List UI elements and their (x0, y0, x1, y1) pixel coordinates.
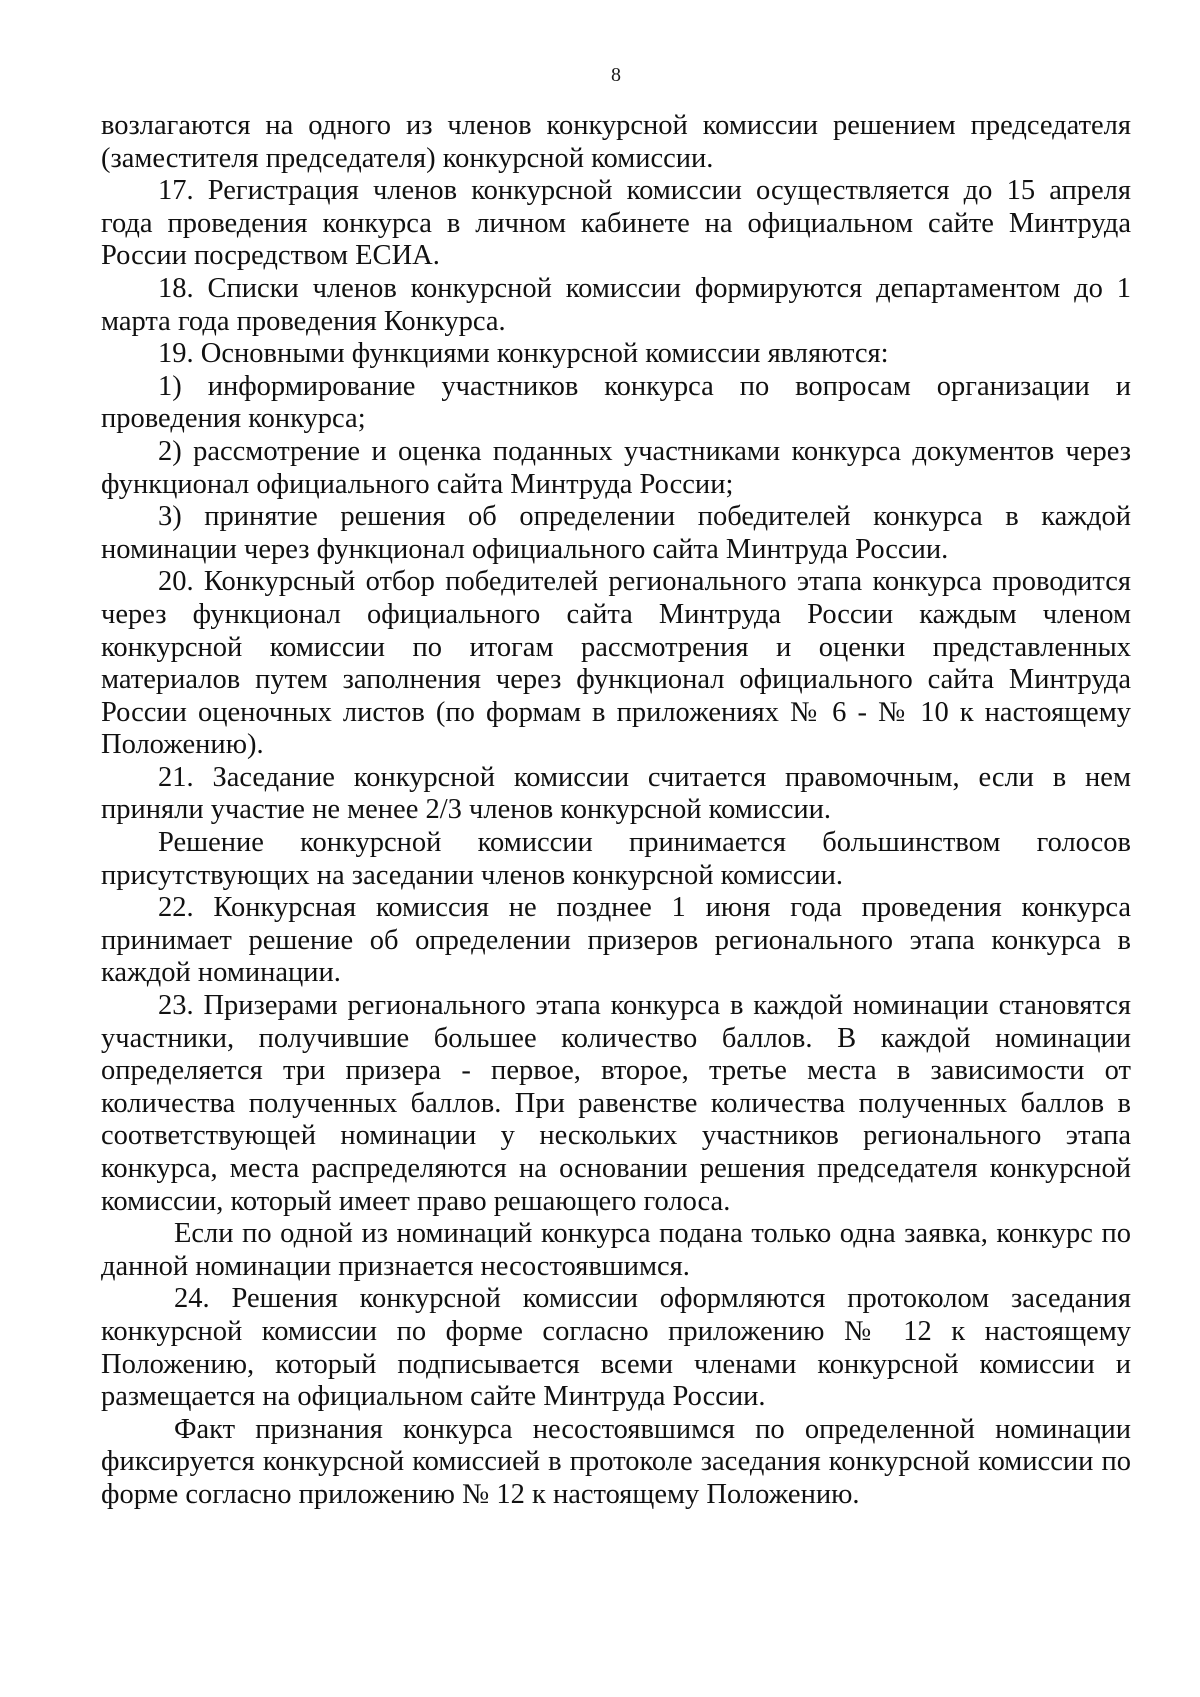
paragraph-21: 21. Заседание конкурсной комиссии считается правомочным, если в нем приняли участие не менее 2/3 членов конкурсной комиссии. (101, 761, 1131, 826)
paragraph-23-single-application: Если по одной из номинаций конкурса подана только одна заявка, конкурс по данной номинации признается несостоявшимся. (101, 1218, 1131, 1282)
paragraph-24-fact: Факт признания конкурса несостоявшимся по определенной номинации фиксируется конкурсной комиссией в протоколе заседания конкурсной комиссии по форме согласно приложению № 12 к настоящему Положению. (101, 1413, 1131, 1510)
document-body (101, 110, 1131, 1512)
paragraph-continuation: возлагаются на одного из членов конкурсной комиссии решением председателя (заместителя председателя) конкурсной комиссии. (101, 110, 1131, 174)
paragraph-21-decision: Решение конкурсной комиссии принимается большинством голосов присутствующих на заседании членов конкурсной комиссии. (101, 827, 1131, 891)
paragraph-23: 23. Призерами регионального этапа конкурса в каждой номинации становятся участники, получившие большее количество баллов. В каждой номинации определяется три призера - первое, второе, третье места в зависимости от количества полученных баллов. При равенстве количества полученных баллов в соответствующей номинации у нескольких участников регионального этапа конкурса, места распределяются на основании решения председателя конкурсной комиссии, который имеет право решающего голоса. (101, 990, 1131, 1217)
paragraph-24: 24. Решения конкурсной комиссии оформляются протоколом заседания конкурсной комиссии по форме согласно приложению № 12 к настоящему Положению, который подписывается всеми членами конкурсной комиссии и размещается на официальном сайте Минтруда России. (101, 1283, 1131, 1413)
paragraph-22: 22. Конкурсная комиссия не позднее 1 июня года проведения конкурса принимает решение об определении призеров регионального этапа конкурса в каждой номинации. (101, 892, 1131, 989)
paragraph-19: 19. Основными функциями конкурсной комиссии являются: (158, 338, 889, 370)
list-item-2: 2) рассмотрение и оценка поданных участниками конкурса документов через функционал официального сайта Минтруда России; (101, 435, 1131, 500)
paragraph-20: 20. Конкурсный отбор победителей регионального этапа конкурса проводится через функционал официального сайта Минтруда России каждым членом конкурсной комиссии по итогам рассмотрения и оценки представленных материалов путем заполнения через функционал официального сайта Минтруда России оценочных листов (по формам в приложениях № 6 - № 10 к настоящему Положению). (101, 566, 1131, 761)
list-item-3: 3) принятие решения об определении победителей конкурса в каждой номинации через функционал официального сайта Минтруда России. (101, 501, 1131, 565)
list-item-1: 1) информирование участников конкурса по вопросам организации и проведения конкурса; (101, 370, 1131, 435)
paragraph-18: 18. Списки членов конкурсной комиссии формируются департаментом до 1 марта года проведения Конкурса. (101, 272, 1131, 337)
paragraph-17: 17. Регистрация членов конкурсной комиссии осуществляется до 15 апреля года проведения конкурса в личном кабинете на официальном сайте Минтруда России посредством ЕСИА. (101, 175, 1131, 272)
page-number: 8 (611, 64, 621, 86)
